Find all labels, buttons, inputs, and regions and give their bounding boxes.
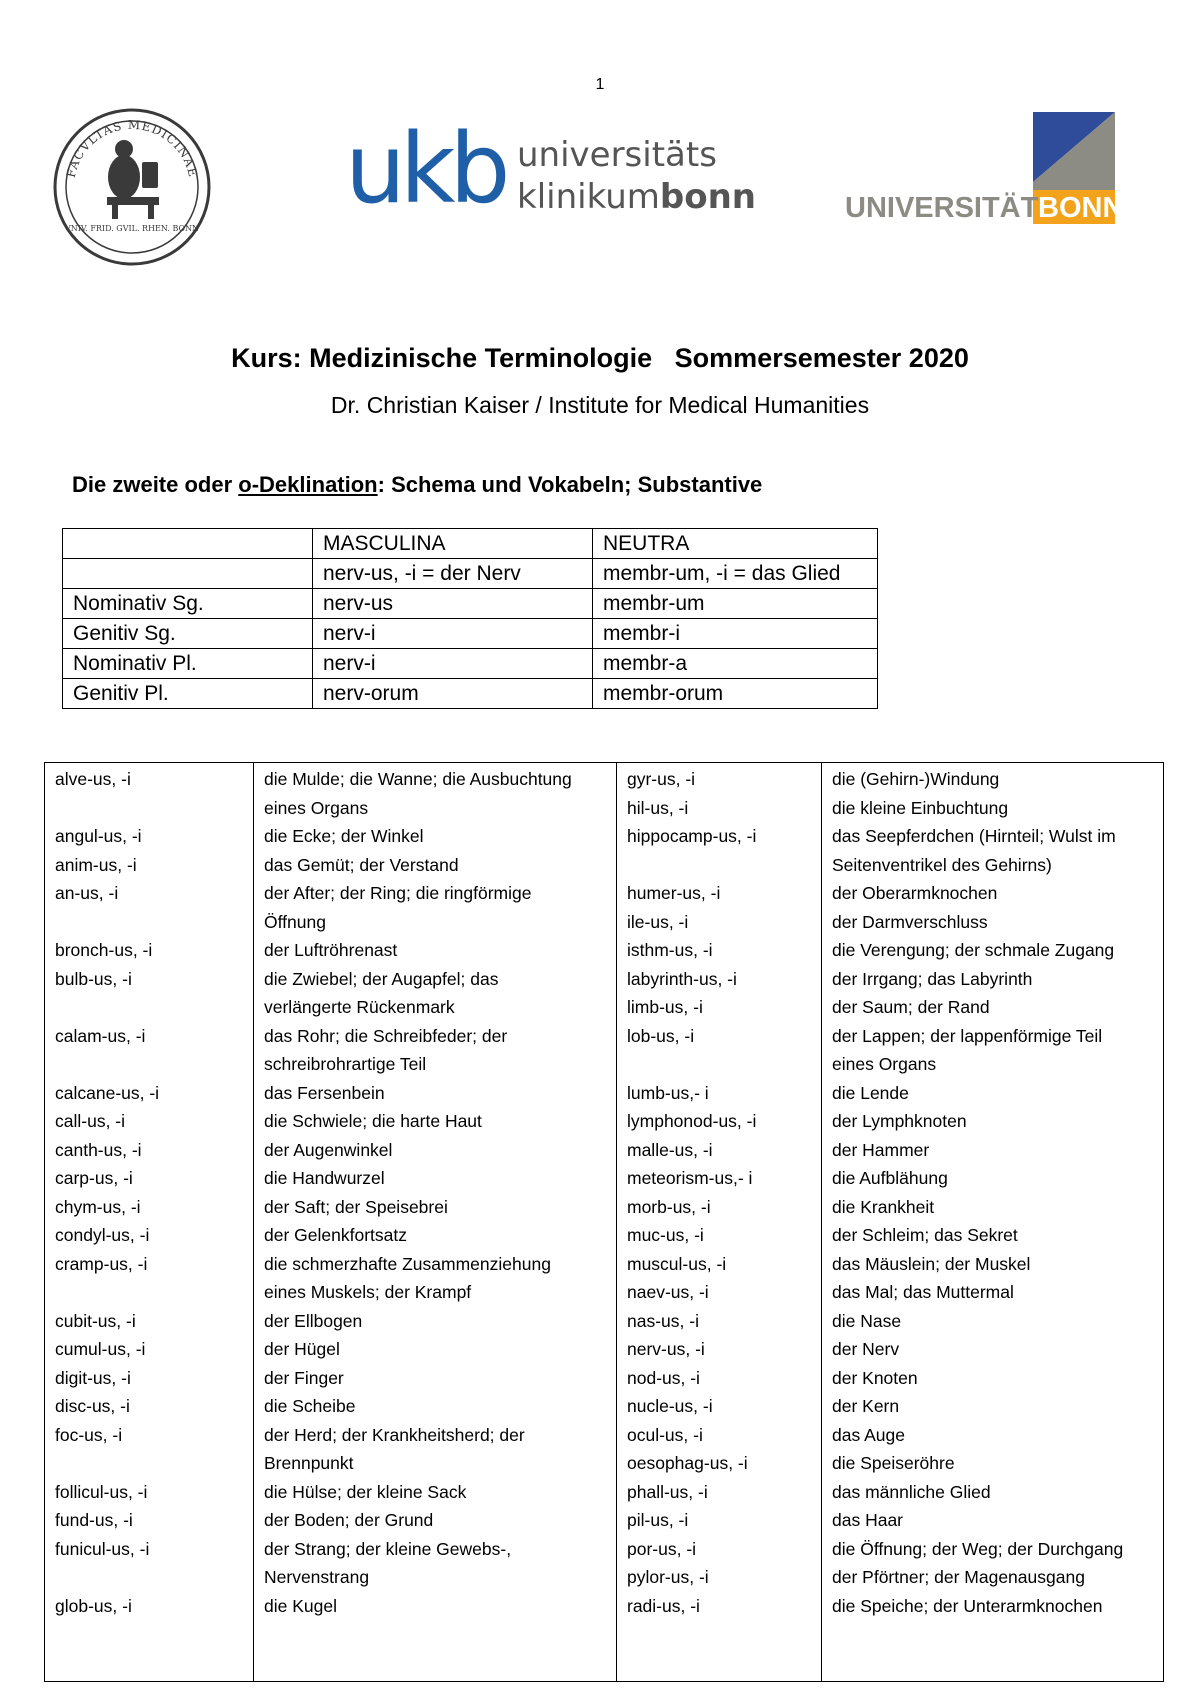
- vocab-line: [55, 1449, 249, 1478]
- vocab-line: das Mäuslein; der Muskel: [832, 1253, 1031, 1274]
- vocab-line: Nervenstrang: [264, 1567, 370, 1587]
- vocab-line: der Ellbogen: [264, 1310, 363, 1331]
- vocab-line: naev-us, -i: [627, 1282, 709, 1302]
- vocab-line: radi-us, -i: [627, 1595, 700, 1616]
- vocab-line: [627, 851, 818, 880]
- vocab-line: das Fersenbein: [264, 1082, 385, 1103]
- vocab-line: das Mal; das Muttermal: [832, 1282, 1014, 1302]
- vocab-line: die Ecke; der Winkel: [264, 826, 424, 846]
- vocab-line: hippocamp-us, -i: [627, 826, 757, 846]
- schema-cell: membr-um: [593, 589, 878, 619]
- uni-word2: BONN: [1038, 192, 1124, 224]
- vocab-line: die Hülse; der kleine Sack: [264, 1481, 467, 1502]
- vocab-line: glob-us, -i: [55, 1595, 132, 1616]
- heading-pre: Die zweite oder: [72, 472, 239, 497]
- schema-cell: [63, 559, 313, 589]
- schema-cell: Nominativ Pl.: [63, 649, 313, 679]
- vocab-line: der Herd; der Krankheitsherd; der: [264, 1424, 525, 1445]
- vocab-line: Öffnung: [264, 911, 326, 932]
- vocab-line: meteorism-us,- i: [627, 1168, 753, 1188]
- ukb-logo: [345, 120, 785, 230]
- vocab-line: die Mulde; die Wanne; die Ausbuchtung: [264, 769, 572, 789]
- vocab-line: die Lende: [832, 1082, 909, 1103]
- vocab-column-german-2: [821, 763, 1166, 1681]
- vocab-line: pil-us, -i: [627, 1510, 689, 1530]
- schema-cell: Nominativ Sg.: [63, 589, 313, 619]
- universitaet-bonn-logo: [843, 110, 1143, 230]
- schema-cell: NEUTRA: [593, 529, 878, 559]
- vocab-line: eines Organs: [832, 1054, 937, 1074]
- vocab-line: [55, 794, 249, 823]
- schema-row: [63, 619, 878, 649]
- vocab-line: die Aufblähung: [832, 1168, 948, 1188]
- vocab-line: die Schwiele; die harte Haut: [264, 1111, 482, 1131]
- vocab-line: die Kugel: [264, 1595, 337, 1616]
- vocab-line: der Strang; der kleine Gewebs-,: [264, 1538, 512, 1559]
- vocab-line: der After; der Ring; die ringförmige: [264, 883, 532, 903]
- vocab-line: follicul-us, -i: [55, 1481, 148, 1502]
- vocab-line: die (Gehirn-)Windung: [832, 769, 1000, 789]
- vocab-line: cubit-us, -i: [55, 1310, 136, 1331]
- vocab-line: der Knoten: [832, 1367, 918, 1388]
- vocab-line: die kleine Einbuchtung: [832, 797, 1009, 818]
- vocab-line: die Handwurzel: [264, 1168, 385, 1188]
- vocab-line: calam-us, -i: [55, 1025, 146, 1046]
- schema-cell: nerv-orum: [313, 679, 593, 709]
- section-heading: [72, 472, 762, 498]
- faculty-seal-logo: [52, 107, 212, 267]
- vocab-line: isthm-us, -i: [627, 940, 713, 960]
- vocab-line: [55, 1278, 249, 1307]
- course-subtitle: Dr. Christian Kaiser / Institute for Medical Humanities: [330, 392, 870, 418]
- vocab-line: calcane-us, -i: [55, 1082, 160, 1103]
- vocab-line: cumul-us, -i: [55, 1339, 146, 1359]
- schema-row: [63, 649, 878, 679]
- vocab-line: das Seepferdchen (Hirnteil; Wulst im: [832, 826, 1116, 846]
- schema-cell: MASCULINA: [313, 529, 593, 559]
- vocab-line: der Irrgang; das Labyrinth: [832, 968, 1033, 989]
- schema-cell: membr-a: [593, 649, 878, 679]
- vocab-line: der Oberarmknochen: [832, 883, 998, 903]
- vocab-line: [55, 1563, 249, 1592]
- vocab-line: condyl-us, -i: [55, 1225, 150, 1245]
- vocab-line: der Kern: [832, 1396, 900, 1416]
- vocab-line: por-us, -i: [627, 1538, 697, 1559]
- vocab-line: funicul-us, -i: [55, 1538, 150, 1559]
- vocab-column-german-1: [253, 763, 617, 1681]
- vocab-line: der Schleim; das Sekret: [832, 1225, 1018, 1245]
- vocab-line: die Scheibe: [264, 1396, 356, 1416]
- vocab-line: fund-us, -i: [55, 1510, 133, 1530]
- vocab-line: disc-us, -i: [55, 1396, 130, 1416]
- uni-word1: UNIVERSITÄT: [845, 192, 1039, 224]
- vocab-line: alve-us, -i: [55, 769, 131, 789]
- vocab-line: lob-us, -i: [627, 1025, 695, 1046]
- vocab-line: morb-us, -i: [627, 1196, 711, 1217]
- schema-cell: Genitiv Pl.: [63, 679, 313, 709]
- vocab-line: eines Muskels; der Krampf: [264, 1282, 472, 1302]
- vocab-line: ocul-us, -i: [627, 1424, 703, 1445]
- vocab-line: verlängerte Rückenmark: [264, 997, 455, 1017]
- vocab-line: der Darmverschluss: [832, 911, 988, 932]
- vocab-line: die Speiseröhre: [832, 1453, 955, 1473]
- vocab-line: das Haar: [832, 1510, 904, 1530]
- seal-text-bottom: VNIV. FRID. GVIL. RHEN. BONN: [64, 224, 200, 233]
- vocab-line: nerv-us, -i: [627, 1339, 705, 1359]
- vocab-line: Brennpunkt: [264, 1453, 354, 1473]
- vocab-line: die Speiche; der Unterarmknochen: [832, 1595, 1103, 1616]
- vocab-line: der Pförtner; der Magenausgang: [832, 1567, 1085, 1587]
- vocab-line: humer-us, -i: [627, 883, 721, 903]
- vocab-line: chym-us, -i: [55, 1196, 141, 1217]
- vocabulary-table: [44, 762, 1164, 1682]
- vocab-line: der Saft; der Speisebrei: [264, 1196, 448, 1217]
- vocab-line: lumb-us,- i: [627, 1082, 709, 1103]
- schema-cell: nerv-us: [313, 589, 593, 619]
- seal-text-top: FACVLTAS MEDICINAE: [63, 117, 201, 179]
- vocab-line: die Öffnung; der Weg; der Durchgang: [832, 1538, 1124, 1559]
- ukb-line1: universitäts: [517, 135, 717, 175]
- ukb-line2b: bonn: [659, 177, 756, 217]
- vocab-line: [627, 1050, 818, 1079]
- vocab-line: die schmerzhafte Zusammenziehung: [264, 1253, 551, 1274]
- heading-underlined: o-Deklination: [238, 472, 378, 497]
- vocab-column-latin-1: [45, 763, 253, 1681]
- schema-cell: membr-i: [593, 619, 878, 649]
- vocab-line: der Finger: [264, 1367, 344, 1388]
- vocab-line: das männliche Glied: [832, 1481, 991, 1502]
- vocab-line: carp-us, -i: [55, 1168, 133, 1188]
- vocab-line: nod-us, -i: [627, 1367, 700, 1388]
- vocab-line: malle-us, -i: [627, 1139, 713, 1160]
- vocab-line: Seitenventrikel des Gehirns): [832, 854, 1052, 875]
- vocab-line: der Hammer: [832, 1139, 930, 1160]
- vocab-line: der Gelenkfortsatz: [264, 1225, 407, 1245]
- declension-schema-table: [62, 528, 878, 709]
- vocab-line: muc-us, -i: [627, 1225, 704, 1245]
- vocab-line: pylor-us, -i: [627, 1567, 709, 1587]
- vocab-line: der Boden; der Grund: [264, 1510, 434, 1530]
- schema-cell: [63, 529, 313, 559]
- svg-text:klinikumbonn: [517, 177, 756, 217]
- vocab-line: der Augenwinkel: [264, 1139, 393, 1160]
- vocab-line: hil-us, -i: [627, 797, 689, 818]
- vocab-line: ile-us, -i: [627, 911, 689, 932]
- vocab-line: eines Organs: [264, 797, 369, 818]
- vocab-line: der Luftröhrenast: [264, 940, 398, 960]
- vocab-line: das Gemüt; der Verstand: [264, 854, 459, 875]
- vocab-line: angul-us, -i: [55, 826, 142, 846]
- schema-row: [63, 589, 878, 619]
- vocab-line: call-us, -i: [55, 1111, 126, 1131]
- vocab-line: canth-us, -i: [55, 1139, 142, 1160]
- schema-cell: nerv-us, -i = der Nerv: [313, 559, 593, 589]
- vocab-line: der Lappen; der lappenförmige Teil: [832, 1025, 1103, 1046]
- vocab-line: der Lymphknoten: [832, 1111, 967, 1131]
- vocab-line: bronch-us, -i: [55, 940, 153, 960]
- vocab-line: limb-us, -i: [627, 997, 703, 1017]
- schema-row: [63, 529, 878, 559]
- vocab-line: an-us, -i: [55, 883, 119, 903]
- vocab-line: das Auge: [832, 1424, 905, 1445]
- vocab-line: labyrinth-us, -i: [627, 968, 737, 989]
- vocab-line: der Nerv: [832, 1339, 900, 1359]
- schema-cell: nerv-i: [313, 649, 593, 679]
- vocab-line: anim-us, -i: [55, 854, 137, 875]
- vocab-line: [55, 993, 249, 1022]
- vocab-line: oesophag-us, -i: [627, 1453, 748, 1473]
- heading-post: : Schema und Vokabeln; Substantive: [377, 472, 763, 497]
- schema-cell: Genitiv Sg.: [63, 619, 313, 649]
- ukb-mark: ukb: [345, 120, 505, 225]
- vocab-line: die Nase: [832, 1310, 902, 1331]
- vocab-line: [55, 1050, 249, 1079]
- vocab-line: der Hügel: [264, 1339, 340, 1359]
- vocab-line: phall-us, -i: [627, 1481, 708, 1502]
- vocab-line: der Saum; der Rand: [832, 997, 990, 1017]
- vocab-line: foc-us, -i: [55, 1424, 123, 1445]
- vocab-line: digit-us, -i: [55, 1367, 131, 1388]
- vocab-line: lymphonod-us, -i: [627, 1111, 757, 1131]
- vocab-line: schreibrohrartige Teil: [264, 1054, 427, 1074]
- vocab-line: muscul-us, -i: [627, 1253, 727, 1274]
- schema-cell: membr-orum: [593, 679, 878, 709]
- vocab-line: gyr-us, -i: [627, 769, 696, 789]
- vocab-line: nucle-us, -i: [627, 1396, 713, 1416]
- vocab-line: die Verengung; der schmale Zugang: [832, 940, 1115, 960]
- vocab-line: nas-us, -i: [627, 1310, 699, 1331]
- vocab-line: [55, 908, 249, 937]
- vocab-line: cramp-us, -i: [55, 1253, 148, 1274]
- course-title: Kurs: Medizinische Terminologie Sommersemester 2020: [231, 343, 969, 373]
- vocab-line: das Rohr; die Schreibfeder; der: [264, 1025, 508, 1046]
- ukb-line2a: klinikum: [517, 177, 660, 217]
- vocab-column-latin-2: [616, 763, 822, 1681]
- page-number: 1: [595, 76, 605, 93]
- schema-cell: membr-um, -i = das Glied: [593, 559, 878, 589]
- schema-cell: nerv-i: [313, 619, 593, 649]
- schema-row: [63, 559, 878, 589]
- vocab-line: bulb-us, -i: [55, 968, 132, 989]
- vocab-line: die Zwiebel; der Augapfel; das: [264, 968, 499, 989]
- vocab-line: die Krankheit: [832, 1196, 935, 1217]
- schema-row: [63, 679, 878, 709]
